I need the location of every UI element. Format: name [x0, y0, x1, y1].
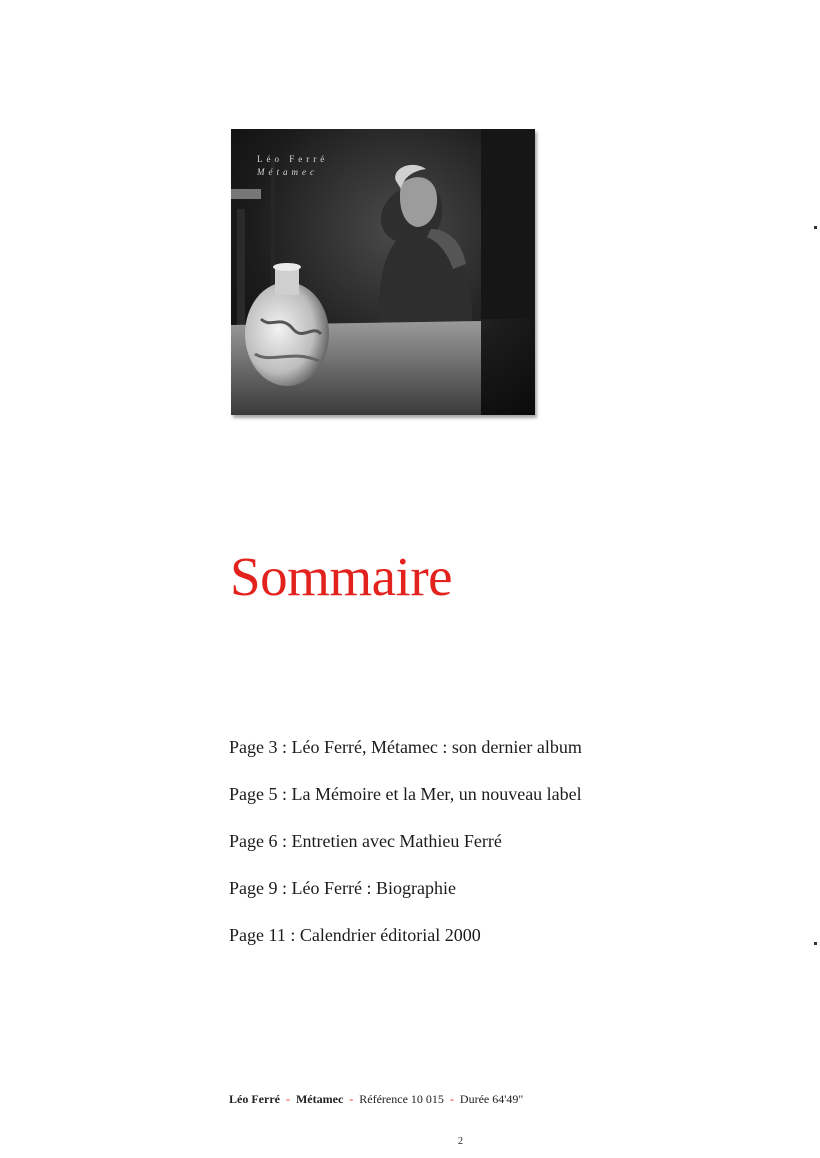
cover-artist: Léo Ferré [257, 154, 329, 164]
scan-margin-marks [814, 0, 820, 1158]
footer-credits [229, 1092, 523, 1107]
toc-item: Page 11 : Calendrier éditorial 2000 [229, 925, 481, 945]
page-title: Sommaire [230, 546, 453, 607]
footer-separator: - [285, 1092, 290, 1106]
footer-artist: Léo Ferré [229, 1092, 280, 1106]
footer-separator: - [349, 1092, 354, 1106]
cover-album: Métamec [257, 167, 318, 177]
toc-item: Page 9 : Léo Ferré : Biographie [229, 878, 456, 898]
footer-album: Métamec [295, 1092, 344, 1106]
toc-item: Page 6 : Entretien avec Mathieu Ferré [229, 831, 502, 851]
cover-caption [257, 153, 328, 179]
toc-item: Page 3 : Léo Ferré, Métamec : son dernier album [229, 737, 582, 757]
footer-separator: - [449, 1092, 454, 1106]
album-cover-image [231, 129, 535, 415]
footer-duration: Durée 64'49" [459, 1092, 524, 1106]
scan-dot [814, 942, 817, 945]
table-of-contents [229, 736, 582, 971]
scan-dot [814, 226, 817, 229]
page-number: 2 [458, 1136, 463, 1147]
toc-item: Page 5 : La Mémoire et la Mer, un nouveau label [229, 784, 582, 804]
footer-reference: Référence 10 015 [359, 1092, 444, 1106]
